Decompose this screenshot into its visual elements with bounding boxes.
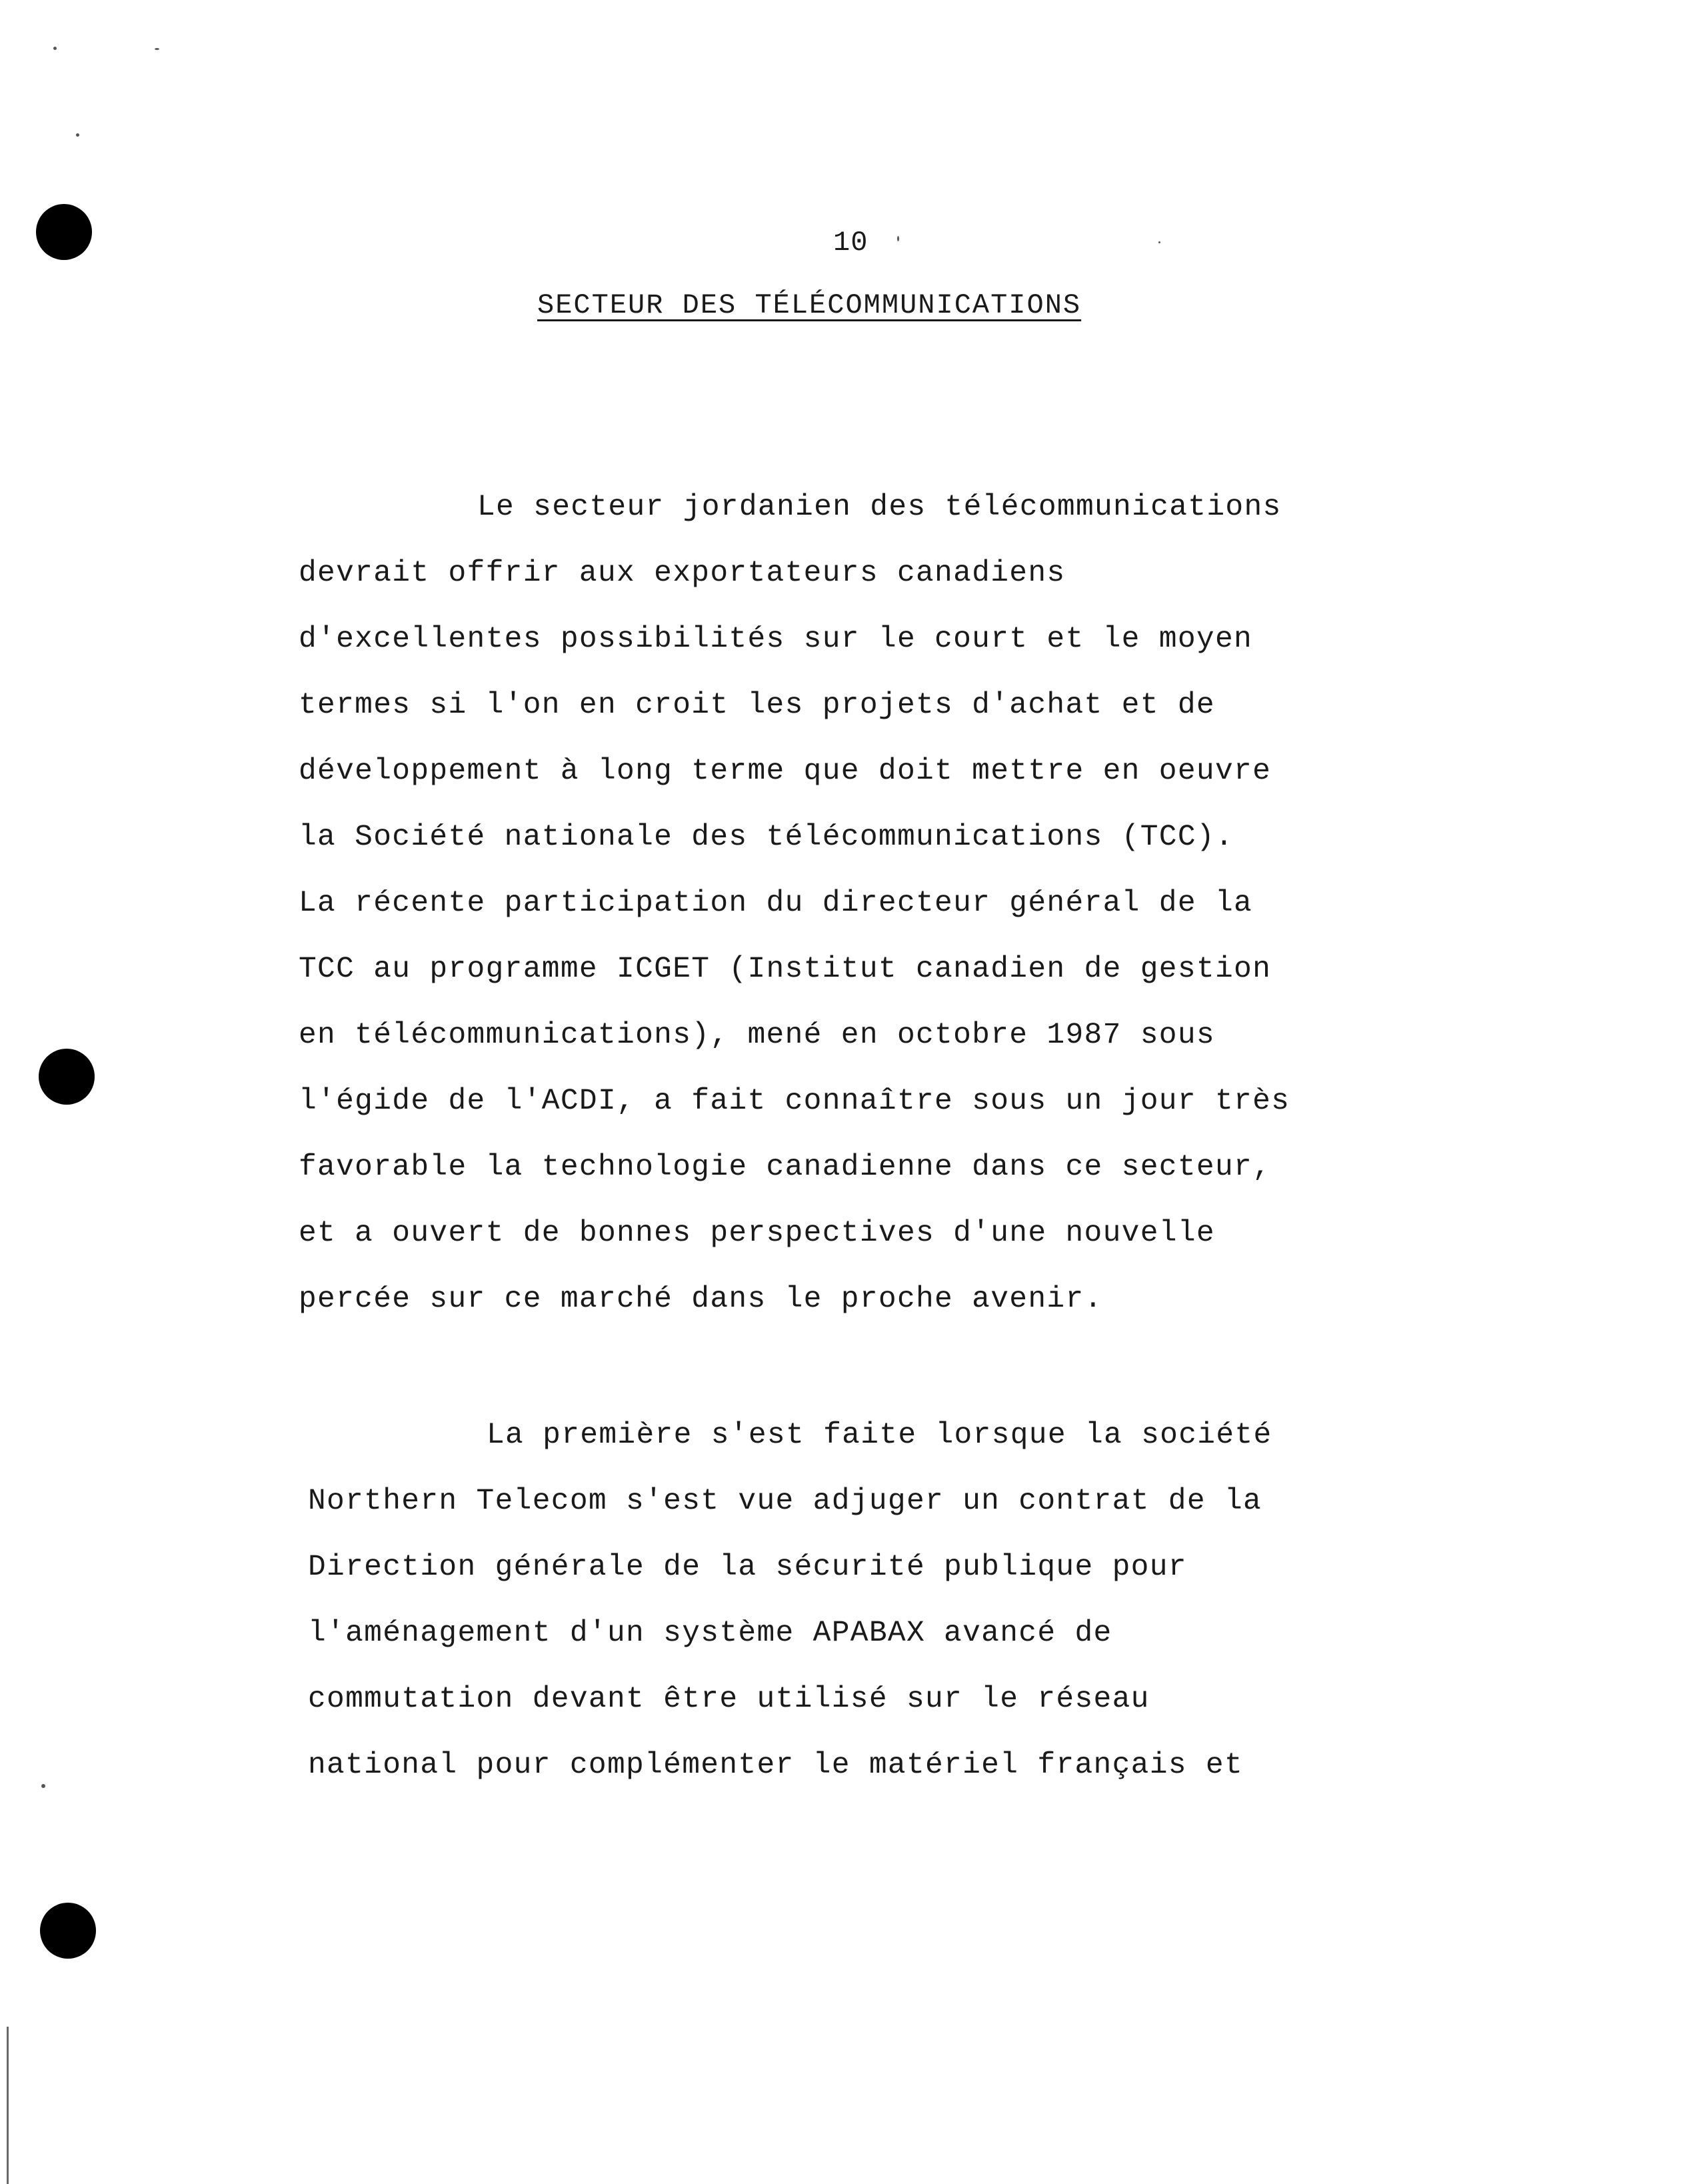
- text-line: national pour complémenter le matériel français et: [308, 1749, 1244, 1782]
- text-line: Le secteur jordanien des télécommunications: [477, 491, 1282, 524]
- text-line: Direction générale de la sécurité publique pour: [308, 1551, 1187, 1584]
- text-line: La première s'est faite lorsque la société: [487, 1419, 1272, 1452]
- punch-hole: [39, 1049, 95, 1105]
- text-line: développement à long terme que doit mettre en oeuvre: [299, 755, 1272, 788]
- scan-edge-line: [7, 2027, 9, 2184]
- scan-speck: [155, 48, 159, 50]
- text-line: percée sur ce marché dans le proche avenir.: [299, 1283, 1103, 1316]
- paragraph-2: [308, 1403, 1388, 1799]
- text-line: l'aménagement d'un système APABAX avancé de: [308, 1617, 1112, 1650]
- scan-speck: [53, 47, 57, 50]
- text-line: devrait offrir aux exportateurs canadiens: [299, 557, 1066, 590]
- text-line: commutation devant être utilisé sur le réseau: [308, 1683, 1150, 1716]
- section-title: SECTEUR DES TÉLÉCOMMUNICATIONS: [537, 289, 1082, 321]
- scan-speck: [1158, 241, 1160, 243]
- page-number: 10: [833, 227, 868, 259]
- text-line: en télécommunications), mené en octobre 1987 sous: [299, 1019, 1215, 1052]
- text-line: termes si l'on en croit les projets d'achat et de: [299, 689, 1215, 722]
- paragraph-1: [299, 475, 1378, 1333]
- text-line: la Société nationale des télécommunications (TCC).: [299, 821, 1234, 854]
- scan-speck: [897, 236, 899, 241]
- scan-speck: [76, 133, 79, 137]
- text-line: d'excellentes possibilités sur le court et le moyen: [299, 623, 1253, 656]
- text-line: favorable la technologie canadienne dans ce secteur,: [299, 1151, 1272, 1184]
- punch-hole: [36, 204, 92, 260]
- punch-hole: [40, 1903, 96, 1959]
- text-line: TCC au programme ICGET (Institut canadien de gestion: [299, 953, 1272, 986]
- text-line: Northern Telecom s'est vue adjuger un contrat de la: [308, 1485, 1262, 1518]
- text-line: et a ouvert de bonnes perspectives d'une nouvelle: [299, 1217, 1215, 1250]
- scan-speck: [41, 1784, 45, 1788]
- text-line: l'égide de l'ACDI, a fait connaître sous un jour très: [299, 1085, 1290, 1118]
- text-line: La récente participation du directeur général de la: [299, 887, 1253, 920]
